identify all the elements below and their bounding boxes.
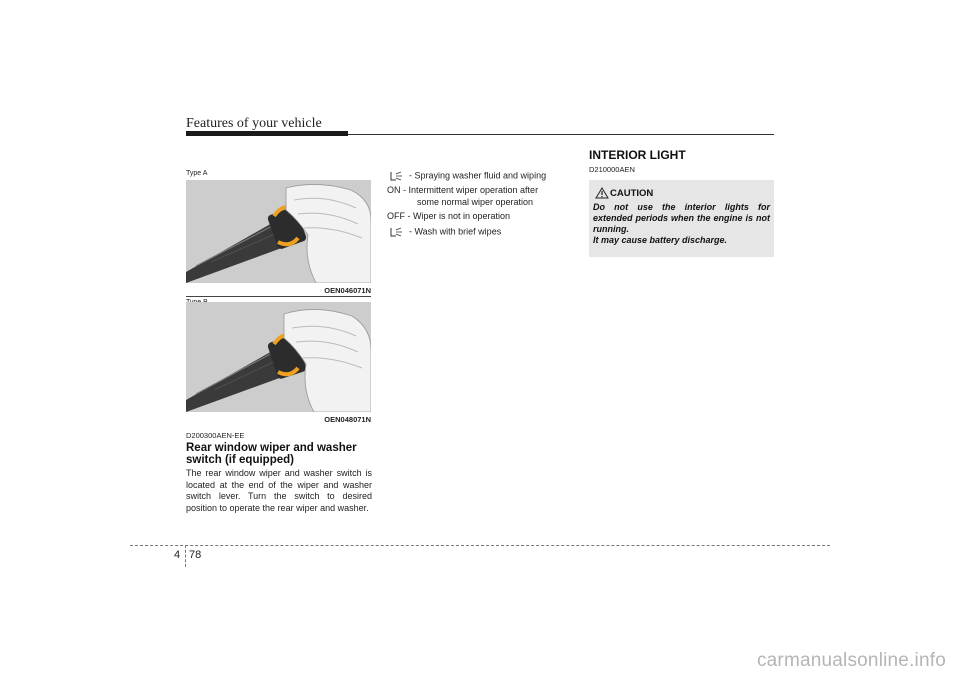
page-number: 78: [189, 549, 202, 561]
washer-spray-icon: [387, 226, 405, 238]
footer-divider: [185, 545, 186, 567]
page-header-title: Features of your vehicle: [186, 116, 322, 131]
figure-a-label: Type A: [186, 170, 208, 177]
figure-a-illustration: [186, 180, 371, 283]
figure-b-code: OEN048071N: [324, 415, 371, 424]
caution-text: [593, 202, 770, 246]
section-code: D200300AEN-EE: [186, 431, 245, 440]
header-rule-thick: [186, 131, 348, 136]
header-rule-thin: [348, 134, 774, 135]
list-item-text: - Spraying washer fluid and wiping: [409, 170, 547, 181]
figure-a-code: OEN046071N: [324, 286, 371, 295]
list-item: [387, 170, 577, 182]
list-item-text: ON - Intermittent wiper operation after: [387, 185, 539, 195]
footer-rule: [130, 545, 830, 546]
wiper-position-list: [387, 170, 577, 241]
figure-separator: [186, 296, 371, 297]
list-item: [387, 185, 577, 208]
list-item: [387, 211, 577, 223]
chapter-number: 4: [174, 549, 181, 561]
washer-spray-icon: [387, 170, 405, 182]
section-title: Rear window wiper and washer switch (if equipped): [186, 442, 357, 466]
list-item: [387, 226, 577, 238]
caution-heading: CAUTION: [610, 188, 654, 199]
caution-text-line: It may cause battery discharge.: [593, 235, 728, 245]
interior-light-title: INTERIOR LIGHT: [589, 148, 686, 162]
figure-b-illustration: [186, 302, 371, 412]
interior-light-code: D210000AEN: [589, 165, 635, 174]
list-item-continuation: some normal wiper operation: [417, 196, 534, 207]
section-body: The rear window wiper and washer switch is located at the end of the wiper and washer switch lever. Turn the switch to desired position to operate the rear wiper and washer.: [186, 468, 372, 513]
list-item-text: - Wash with brief wipes: [409, 225, 502, 236]
list-item-text: OFF - Wiper is not in operation: [387, 211, 511, 221]
watermark: carmanualsonline.info: [756, 650, 946, 671]
wiper-switch-illustration-a: [186, 180, 371, 283]
caution-text-line: Do not use the interior lights for extended periods when the engine is not running.: [593, 202, 770, 234]
wiper-switch-illustration-b: [186, 302, 371, 412]
